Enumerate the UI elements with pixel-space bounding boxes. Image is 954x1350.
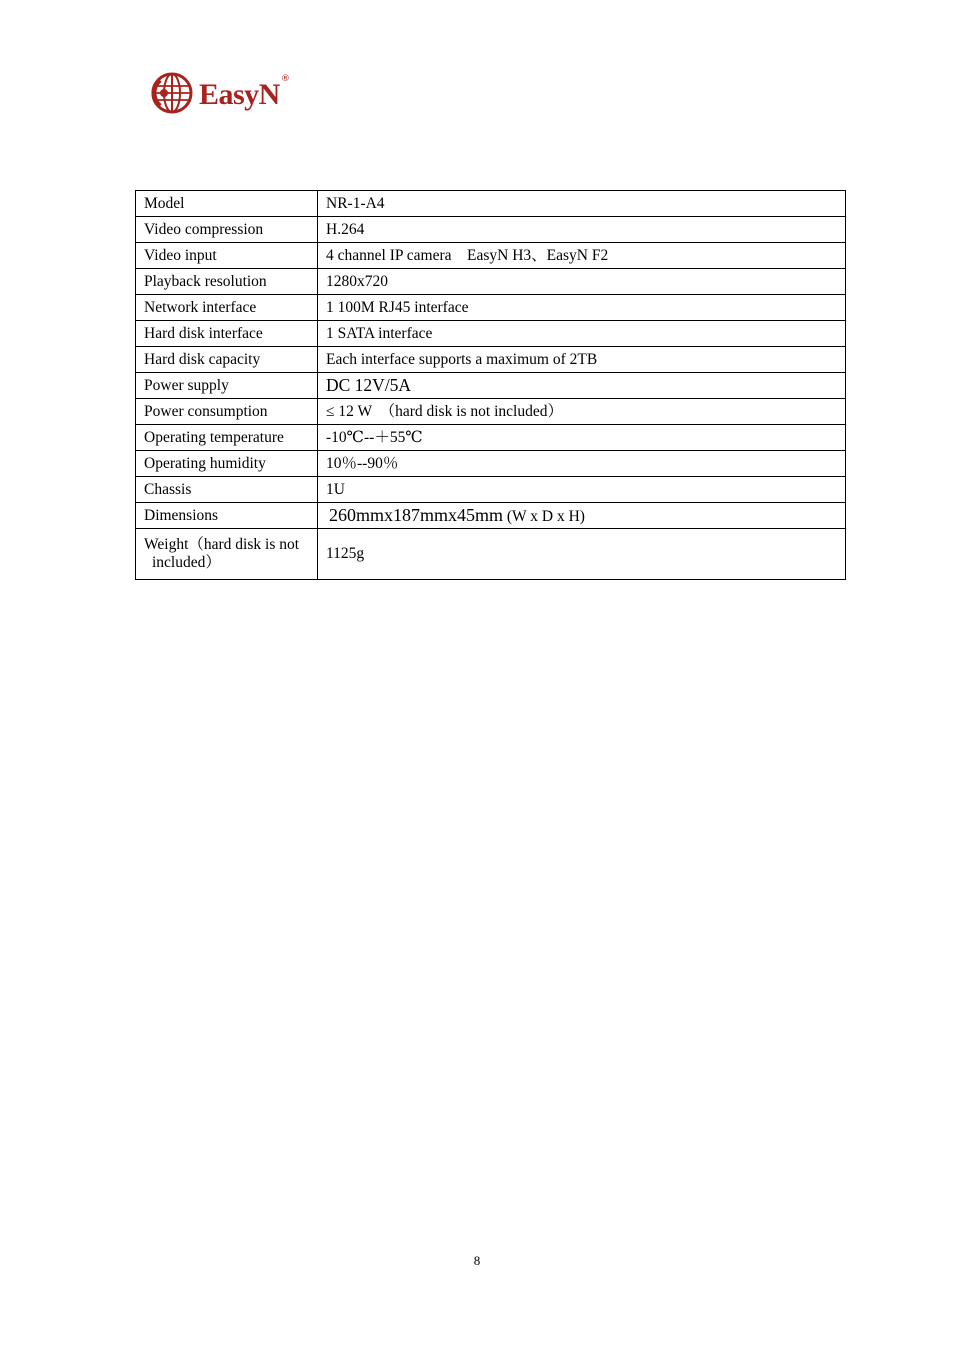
weight-label-line-1: Weight（hard disk is not: [144, 536, 300, 554]
spec-value-video-compression: H.264: [318, 217, 846, 243]
table-row: [136, 503, 846, 529]
spec-value-hard-disk-capacity: Each interface supports a maximum of 2TB: [318, 347, 846, 373]
spec-value-weight: 1125g: [318, 529, 846, 580]
dimensions-measurement: 260mmx187mmx45mm: [329, 505, 504, 526]
spec-label-chassis: Chassis: [136, 477, 318, 503]
spec-value-model: NR-1-A4: [318, 191, 846, 217]
page-number: 8: [473, 1253, 481, 1268]
spec-value-hard-disk-interface: 1 SATA interface: [318, 321, 846, 347]
spec-label-network-interface: Network interface: [136, 295, 318, 321]
spec-label-weight: [136, 529, 318, 580]
easyn-globe-logo-icon: [150, 71, 194, 115]
spec-value-power-supply: DC 12V/5A: [318, 373, 846, 399]
spec-label-operating-temperature: Operating temperature: [136, 425, 318, 451]
spec-value-operating-humidity: 10％--90％: [318, 451, 846, 477]
spec-value-playback-resolution: 1280x720: [318, 269, 846, 295]
table-row: [136, 451, 846, 477]
spec-value-chassis: 1U: [318, 477, 846, 503]
table-row: [136, 243, 846, 269]
spec-label-operating-humidity: Operating humidity: [136, 451, 318, 477]
spec-label-dimensions: Dimensions: [136, 503, 318, 529]
spec-label-power-consumption: Power consumption: [136, 399, 318, 425]
table-row: [136, 373, 846, 399]
spec-label-power-supply: Power supply: [136, 373, 318, 399]
spec-value-operating-temperature: -10℃--＋55℃: [318, 425, 846, 451]
brand-name: EasyN: [199, 78, 280, 111]
spec-value-network-interface: 1 100M RJ45 interface: [318, 295, 846, 321]
table-row: [136, 269, 846, 295]
spec-value-dimensions: [318, 503, 846, 529]
table-row: [136, 477, 846, 503]
specification-table: [135, 190, 846, 580]
table-row: [136, 529, 846, 580]
spec-label-video-compression: Video compression: [136, 217, 318, 243]
table-row: [136, 191, 846, 217]
spec-label-model: Model: [136, 191, 318, 217]
weight-label-line-2: included）: [152, 554, 221, 571]
table-row: [136, 321, 846, 347]
dimensions-unit: (W x D x H): [503, 508, 585, 526]
table-row: [136, 399, 846, 425]
spec-label-hard-disk-interface: Hard disk interface: [136, 321, 318, 347]
table-row: [136, 217, 846, 243]
spec-label-video-input: Video input: [136, 243, 318, 269]
spec-label-playback-resolution: Playback resolution: [136, 269, 318, 295]
table-row: [136, 295, 846, 321]
spec-label-hard-disk-capacity: Hard disk capacity: [136, 347, 318, 373]
brand-logo: [150, 70, 290, 116]
table-row: [136, 347, 846, 373]
spec-value-video-input: 4 channel IP camera EasyN H3、EasyN F2: [318, 243, 846, 269]
registered-mark: ®: [280, 74, 290, 84]
table-row: [136, 425, 846, 451]
spec-value-power-consumption: ≤ 12 W （hard disk is not included）: [318, 399, 846, 425]
